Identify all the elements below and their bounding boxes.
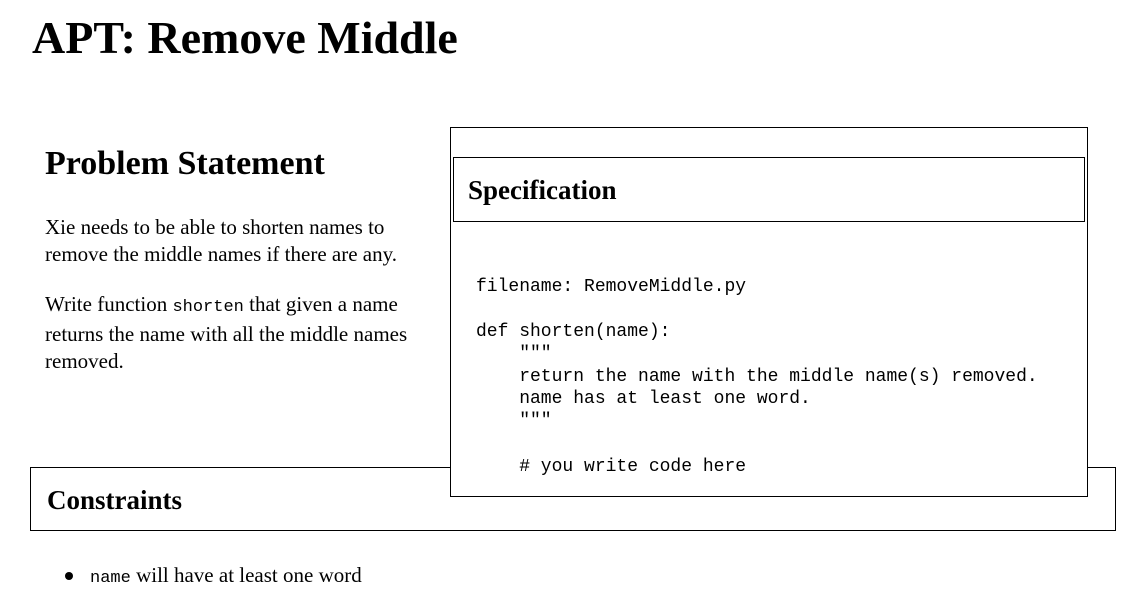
function-name-code: shorten [172,298,244,317]
code-line-docstring-close: """ [476,411,552,431]
specification-box [450,127,1088,497]
constraints-heading: Constraints [47,485,183,515]
specification-heading: Specification [468,175,617,205]
problem-paragraph-1: Xie needs to be able to shorten names to remove the middle names if there are any. [45,215,397,266]
problem-paragraph-2 [45,291,445,375]
specification-header-box [453,157,1085,222]
code-line-filename: filename: RemoveMiddle.py [476,277,747,297]
constraint-item [46,560,362,594]
problem-statement-heading: Problem Statement [45,145,325,182]
bullet-icon [65,572,73,580]
problem-paragraph-2-end: that given a name returns the name with all the middle names removed. [45,292,408,373]
code-line-docstring-open: """ [476,344,552,364]
code-line-name-doc: name has at least one word. [476,389,811,409]
code-line-return-doc: return the name with the middle name(s) removed. [476,367,1038,387]
constraint-text: will have at least one word [130,563,362,587]
page-title: APT: Remove Middle [32,12,458,63]
code-line-def: def shorten(name): [476,322,671,342]
problem-paragraph-2-start: Write function [45,292,173,316]
constraints-list [46,560,362,594]
constraint-param-code: name [90,569,131,588]
code-line-comment: # you write code here [476,457,747,477]
problem-statement-section [45,140,445,375]
